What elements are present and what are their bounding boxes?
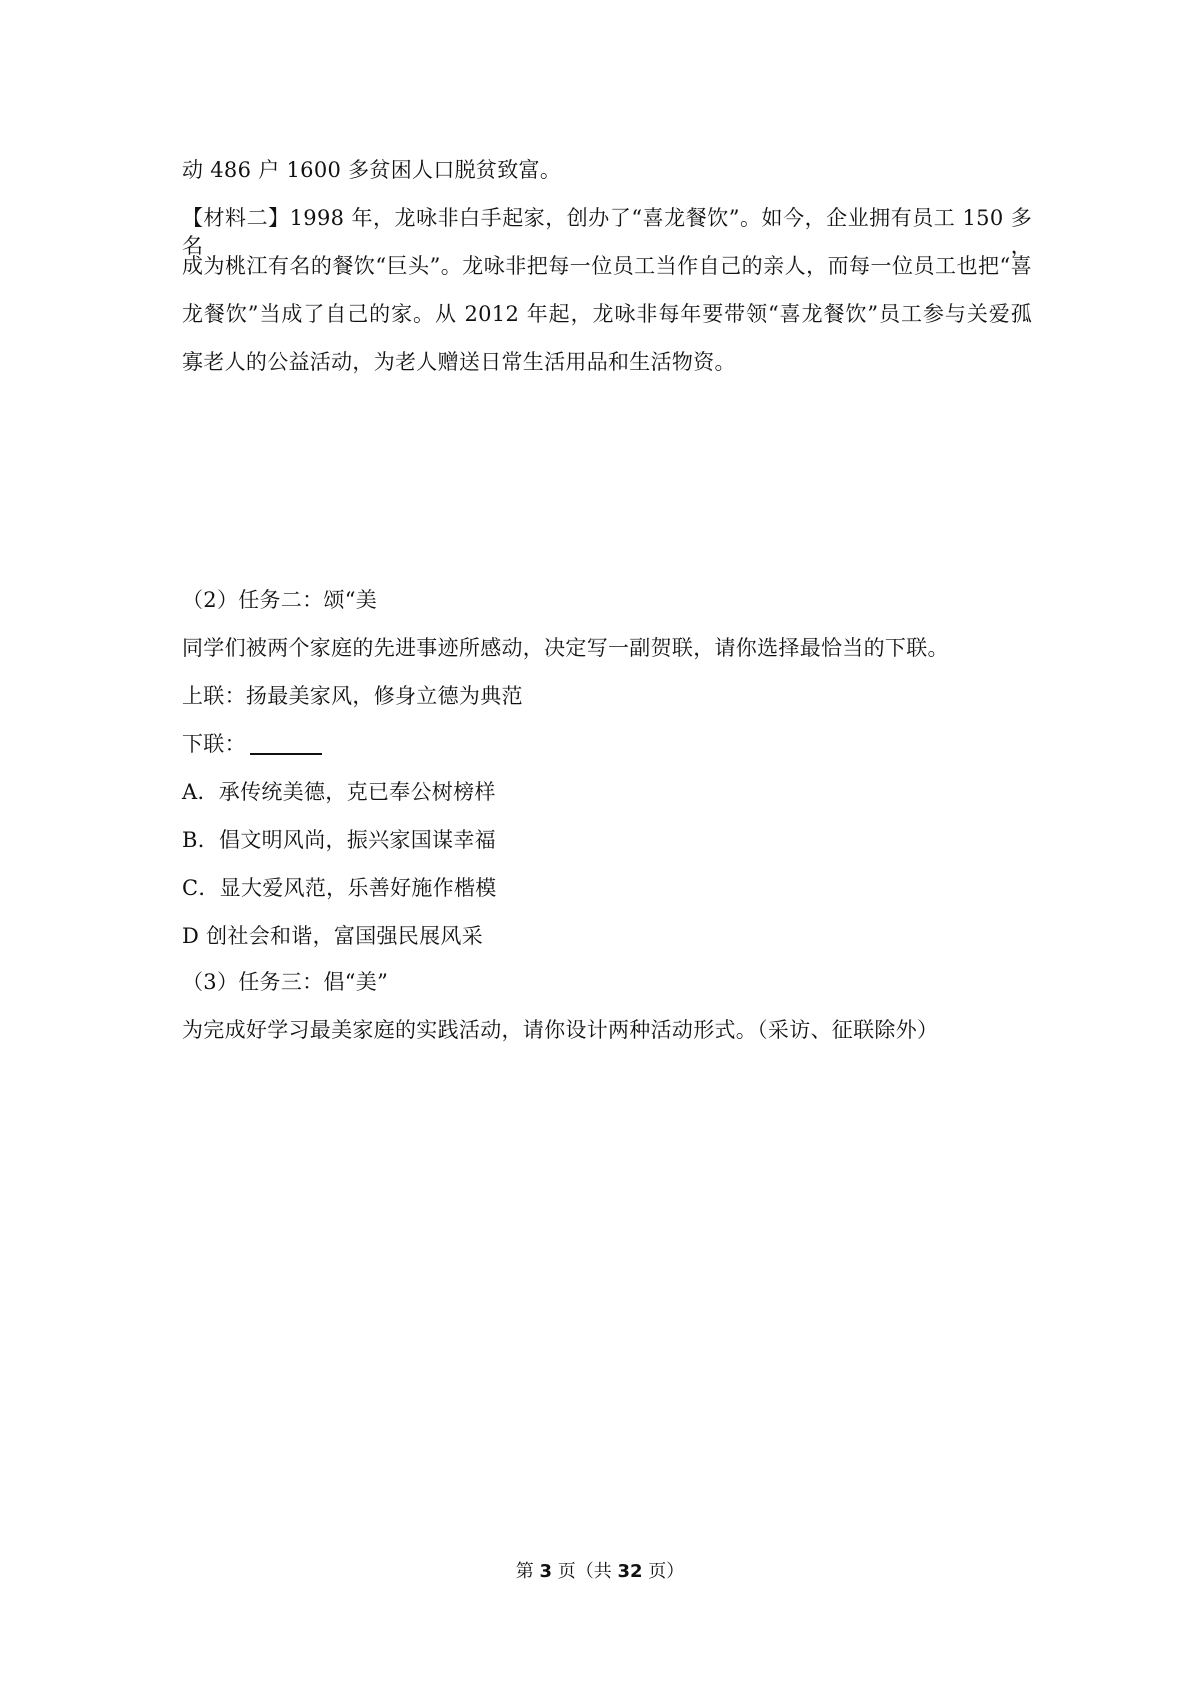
footer-prefix: 第 xyxy=(515,1561,540,1582)
lower-couplet-label: 下联： xyxy=(182,732,246,756)
footer-middle: 页（共 xyxy=(552,1561,618,1582)
option-a: A．承传统美德，克已奉公树榜样 xyxy=(182,780,496,804)
lower-couplet xyxy=(182,730,1032,758)
task-three-title: （3）任务三：倡“美” xyxy=(182,970,389,994)
material-one-tail: 动 486 户 1600 多贫困人口脱贫致富。 xyxy=(182,158,562,182)
footer-total-pages: 32 xyxy=(617,1561,643,1582)
material-two-line-4: 寡老人的公益活动，为老人赠送日常生活用品和生活物资。 xyxy=(182,350,736,374)
answer-blank xyxy=(250,733,322,755)
material-two-line-3: 龙餐饮”当成了自己的家。从 2012 年起，龙咏非每年要带领“喜龙餐饮”员工参与关爱孤 xyxy=(182,302,1032,326)
upper-couplet: 上联：扬最美家风，修身立德为典范 xyxy=(182,684,523,708)
material-two-line-1: 【材料二】1998 年，龙咏非白手起家，创办了“喜龙餐饮”。如今，企业拥有员工 150 多名， xyxy=(182,206,1032,258)
page-footer xyxy=(0,1560,1200,1584)
task-two-prompt: 同学们被两个家庭的先进事迹所感动，决定写一副贺联，请你选择最恰当的下联。 xyxy=(182,636,949,660)
footer-page-number: 3 xyxy=(539,1561,552,1582)
task-three-prompt: 为完成好学习最美家庭的实践活动，请你设计两种活动形式。（采访、征联除外） xyxy=(182,1018,939,1042)
option-d: D 创社会和谐，富国强民展风采 xyxy=(182,924,484,948)
material-two-line-2: 成为桃江有名的餐饮“巨头”。龙咏非把每一位员工当作自己的亲人，而每一位员工也把“喜 xyxy=(182,254,1032,278)
option-c: C．显大爱风范，乐善好施作楷模 xyxy=(182,876,497,900)
task-two-title: （2）任务二：颂“美 xyxy=(182,588,378,612)
footer-suffix: 页） xyxy=(642,1561,685,1582)
option-b: B．倡文明风尚，振兴家国谋幸福 xyxy=(182,828,496,852)
